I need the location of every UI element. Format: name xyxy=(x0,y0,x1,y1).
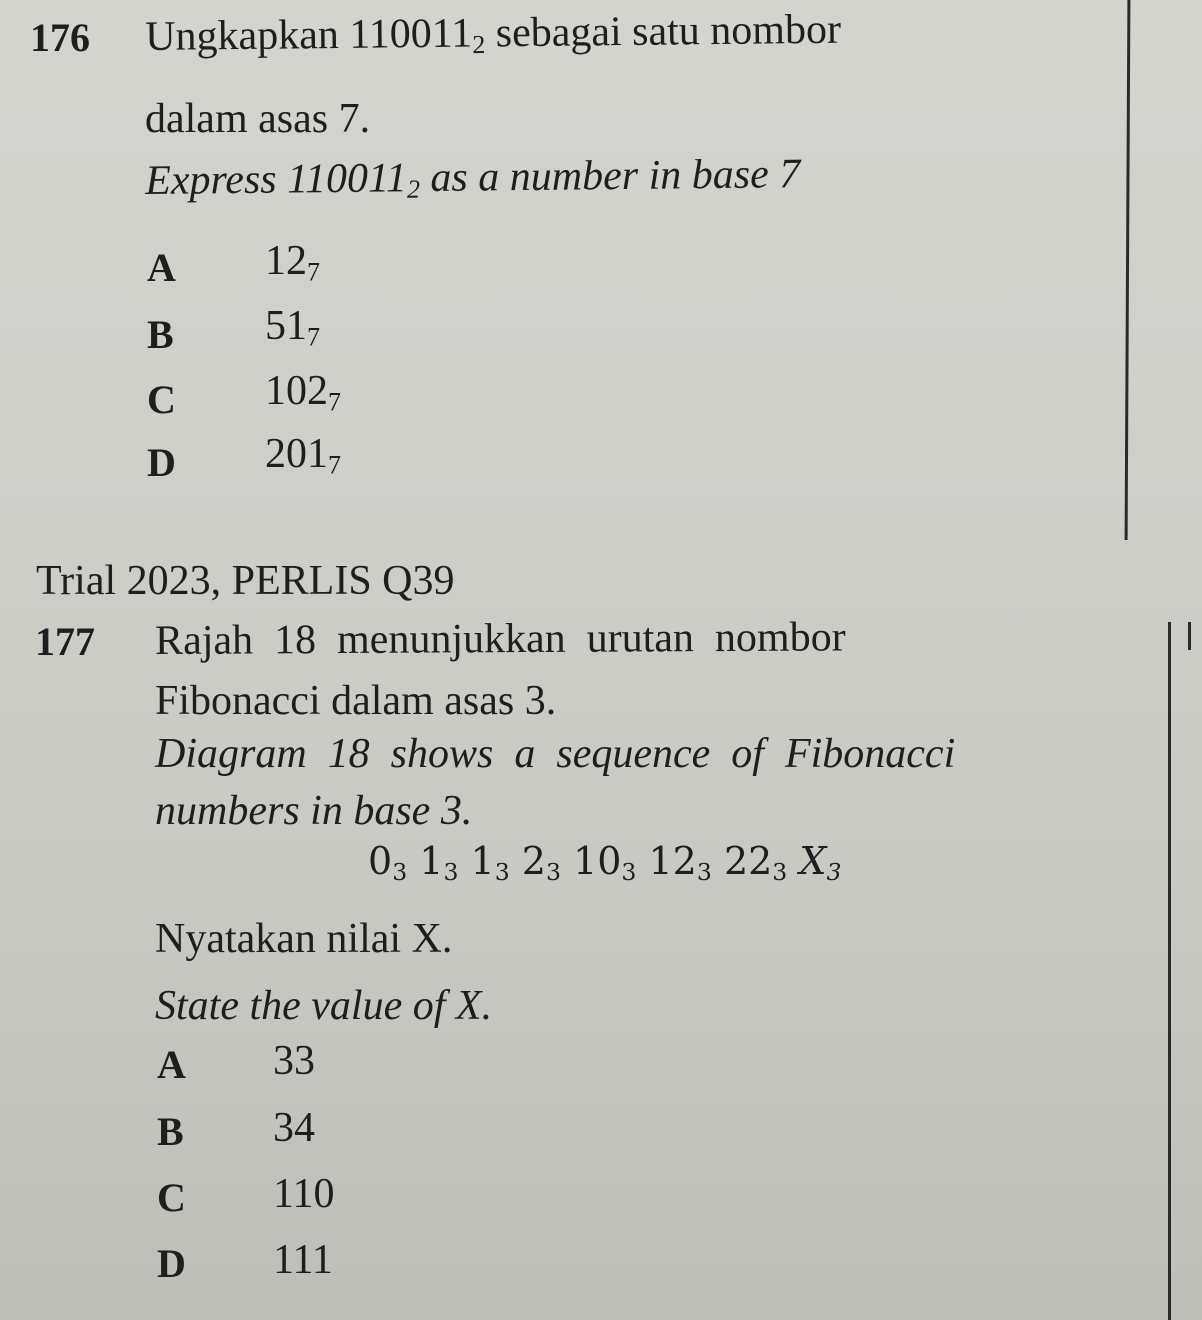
option-letter: C xyxy=(147,377,176,422)
q176-english-pre: Express 110011 xyxy=(144,155,408,204)
q177-malay-line1: Rajah 18 menunjukkan urutan nombor xyxy=(154,614,846,664)
option-value: $201_7$ xyxy=(265,431,342,480)
sequence-term: $0_3$ xyxy=(368,839,408,886)
q176-malay-base: 2 xyxy=(472,29,486,60)
sequence-term-x: $X_3$ xyxy=(799,839,842,886)
option-value: 34 xyxy=(273,1105,315,1151)
option-value: 110 xyxy=(273,1171,335,1217)
option-value: $12_7$ xyxy=(265,238,321,287)
option-value: $51_7$ xyxy=(265,303,321,352)
option-letter: C xyxy=(157,1175,186,1220)
q176-english-base: 2 xyxy=(406,174,421,204)
fibonacci-sequence xyxy=(368,839,842,886)
option-letter: B xyxy=(157,1109,184,1154)
sequence-term: $10_3$ xyxy=(573,839,637,886)
option-letter: A xyxy=(157,1042,186,1087)
column-divider-upper xyxy=(1125,0,1131,540)
q176-malay-line2: dalam asas 7. xyxy=(145,96,371,142)
q176-malay-line1 xyxy=(144,6,842,60)
q177-malay-ask: Nyatakan nilai X. xyxy=(155,916,453,962)
option-letter: D xyxy=(157,1241,186,1286)
sequence-term: $1_3$ xyxy=(470,839,510,886)
q177-english-line2: numbers in base 3. xyxy=(155,788,473,834)
q176-malay-post: sebagai satu nombor xyxy=(484,6,842,57)
source-header: Trial 2023, PERLIS Q39 xyxy=(36,558,455,604)
option-letter: D xyxy=(147,440,176,485)
q177-number: 177 xyxy=(35,619,95,664)
option-value: $102_7$ xyxy=(265,368,342,417)
option-letter: B xyxy=(147,312,174,357)
q176-malay-pre: Ungkapkan 110011 xyxy=(144,10,473,60)
column-divider-lower xyxy=(1168,622,1171,1320)
option-letter: A xyxy=(147,245,176,290)
column-divider-tick xyxy=(1188,622,1191,650)
option-value: 111 xyxy=(273,1237,333,1283)
q177-english-ask: State the value of X. xyxy=(155,983,493,1029)
sequence-term: $2_3$ xyxy=(521,839,561,886)
q176-english-post: as a number in base 7 xyxy=(419,151,801,202)
sequence-term: $12_3$ xyxy=(648,839,712,886)
q177-english-line1: Diagram 18 shows a sequence of Fibonacci xyxy=(155,731,956,777)
q176-number: 176 xyxy=(30,15,90,60)
q177-malay-line2: Fibonacci dalam asas 3. xyxy=(155,678,557,724)
sequence-term: $1_3$ xyxy=(419,839,459,886)
option-value: 33 xyxy=(273,1038,315,1084)
sequence-term: $22_3$ xyxy=(723,839,788,886)
q176-english xyxy=(145,153,800,202)
